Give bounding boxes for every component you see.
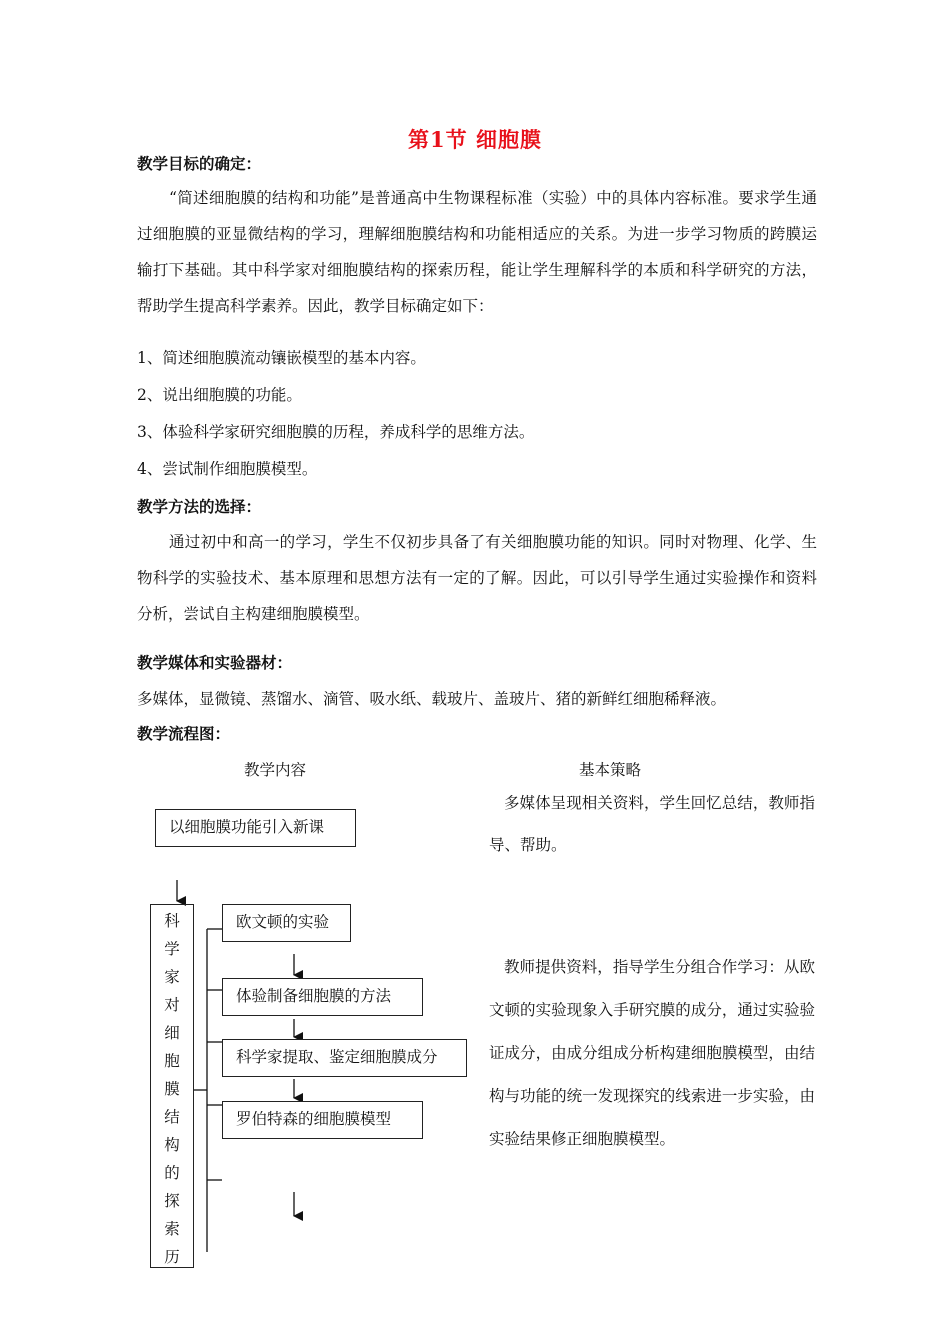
strategy-text-intro: 多媒体呈现相关资料，学生回忆总结，教师指导、帮助。 bbox=[489, 794, 815, 854]
vertical-char: 胞 bbox=[164, 1052, 180, 1070]
page-title: 第1节 细胞膜 bbox=[408, 127, 542, 152]
goal-item: 3、体验科学家研究细胞膜的历程，养成科学的思维方法。 bbox=[137, 423, 535, 441]
vertical-char: 索 bbox=[164, 1220, 180, 1238]
vertical-char: 细 bbox=[164, 1024, 180, 1042]
column-header-strategy: 基本策略 bbox=[579, 761, 642, 779]
goal-item: 2、说出细胞膜的功能。 bbox=[137, 386, 302, 404]
intro-box: 以细胞膜功能引入新课 bbox=[155, 809, 356, 847]
vertical-char: 科 bbox=[164, 912, 180, 930]
vertical-char: 家 bbox=[164, 968, 180, 986]
column-header-content: 教学内容 bbox=[244, 761, 307, 779]
vertical-char: 探 bbox=[164, 1192, 180, 1210]
media-text: 多媒体，显微镜、蒸馏水、滴管、吸水纸、载玻片、盖玻片、猪的新鲜红细胞稀释液。 bbox=[137, 690, 727, 708]
goal-item: 1、简述细胞膜流动镶嵌模型的基本内容。 bbox=[137, 349, 426, 367]
step-box: 体验制备细胞膜的方法 bbox=[222, 978, 423, 1016]
goal-item: 4、尝试制作细胞膜模型。 bbox=[137, 460, 318, 478]
goals-paragraph: “简述细胞膜的结构和功能”是普通高中生物课程标准（实验）中的具体内容标准。要求学生通过细胞膜的亚显微结构的学习，理解细胞膜结构和功能相适应的关系。为进一步学习物质的跨膜运输打下基础。其中科学家对细胞膜结构的探索历程，能让学生理解科学的本质和科学研究的方法，帮助学生提高科学素养。因此，教学目标确定如下： bbox=[137, 189, 817, 315]
vertical-char: 膜 bbox=[164, 1080, 180, 1098]
methods-paragraph: 通过初中和高一的学习，学生不仅初步具备了有关细胞膜功能的知识。同时对物理、化学、生物科学的实验技术、基本原理和思想方法有一定的了解。因此，可以引导学生通过实验操作和资料分析，尝试自主构建细胞膜模型。 bbox=[137, 533, 817, 623]
methods-heading: 教学方法的选择： bbox=[137, 497, 262, 516]
step-box: 罗伯特森的细胞膜模型 bbox=[222, 1101, 423, 1139]
step-box: 欧文顿的实验 bbox=[222, 904, 351, 942]
vertical-char: 学 bbox=[164, 940, 180, 958]
exploration-history-box bbox=[150, 904, 194, 1268]
media-heading: 教学媒体和实验器材： bbox=[137, 653, 293, 672]
step-box: 科学家提取、鉴定细胞膜成分 bbox=[222, 1039, 467, 1077]
flow-heading: 教学流程图： bbox=[137, 724, 231, 743]
vertical-char: 结 bbox=[164, 1108, 180, 1126]
goals-heading: 教学目标的确定： bbox=[137, 154, 262, 173]
vertical-char: 的 bbox=[164, 1164, 180, 1182]
vertical-char: 历 bbox=[164, 1248, 180, 1266]
strategy-text-exploration: 教师提供资料，指导学生分组合作学习：从欧文顿的实验现象入手研究膜的成分，通过实验验证成分，由成分组成分析构建细胞膜模型，由结构与功能的统一发现探究的线索进一步实验，由实验结果修正细胞膜模型。 bbox=[489, 958, 815, 1148]
vertical-char: 对 bbox=[164, 996, 180, 1014]
vertical-char: 构 bbox=[164, 1136, 180, 1154]
